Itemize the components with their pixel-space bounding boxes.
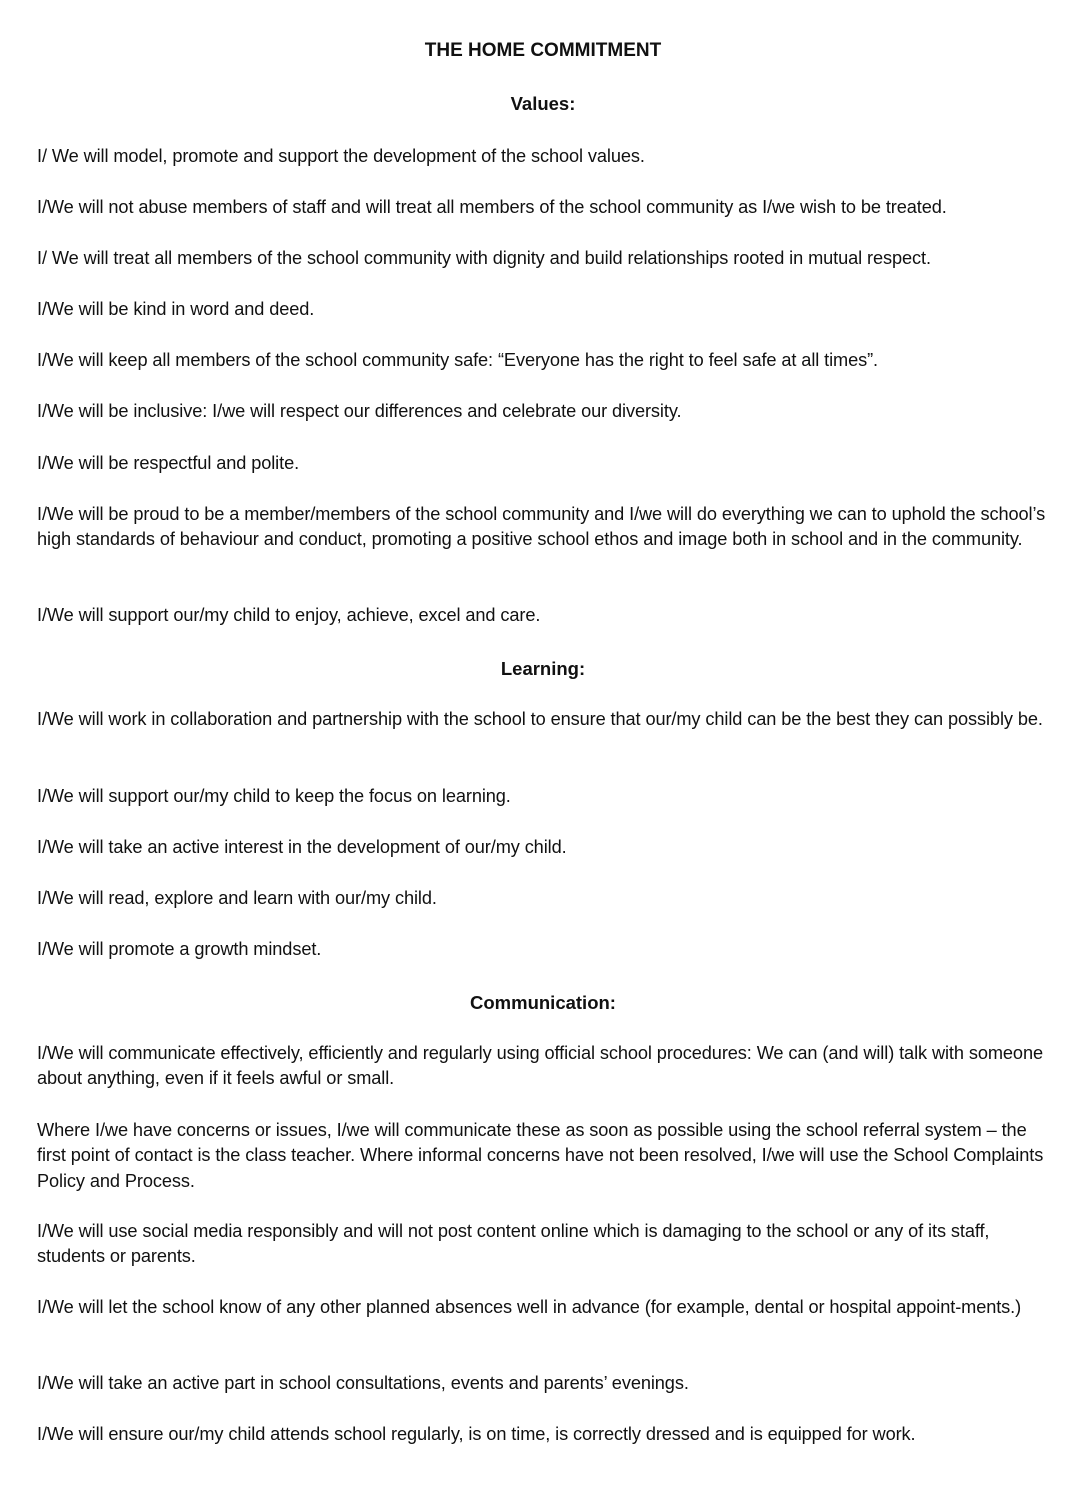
values-paragraph: I/We will be proud to be a member/members of the school community and I/we will do everything we can to uphold the school’s high standards of behaviour and conduct, promoting a positive school ethos and image both in school and in the community. xyxy=(37,504,1046,550)
section-heading-communication: Communication: xyxy=(470,992,616,1013)
communication-paragraph: I/We will let the school know of any other planned absences well in advance (for example, dental or hospital appoint-ments.) xyxy=(37,1297,1022,1317)
document-title: THE HOME COMMITMENT xyxy=(424,40,662,61)
learning-paragraph: I/We will read, explore and learn with our/my child. xyxy=(37,888,437,908)
communication-paragraph: I/We will take an active part in school consultations, events and parents’ evenings. xyxy=(37,1373,689,1393)
values-paragraph: I/We will support our/my child to enjoy, achieve, excel and care. xyxy=(37,605,541,625)
values-paragraph: I/ We will model, promote and support the development of the school values. xyxy=(37,146,645,166)
section-heading-values: Values: xyxy=(510,93,576,114)
learning-paragraph: I/We will work in collaboration and partnership with the school to ensure that our/my child can be the best they can possibly be. xyxy=(37,709,1043,729)
values-paragraph: I/ We will treat all members of the school community with dignity and build relationships rooted in mutual respect. xyxy=(37,248,931,268)
communication-paragraph: I/We will communicate effectively, efficiently and regularly using official school procedures: We can (and will) talk with someone about anything, even if it feels awful or small. xyxy=(37,1043,1043,1089)
values-paragraph: I/We will keep all members of the school community safe: “Everyone has the right to feel safe at all times”. xyxy=(37,350,879,370)
values-paragraph: I/We will be kind in word and deed. xyxy=(37,299,315,319)
learning-paragraph: I/We will take an active interest in the development of our/my child. xyxy=(37,837,567,857)
values-paragraph: I/We will be inclusive: I/we will respect our differences and celebrate our diversity. xyxy=(37,401,682,421)
values-paragraph: I/We will not abuse members of staff and will treat all members of the school community as I/we wish to be treated. xyxy=(37,197,947,217)
values-paragraph: I/We will be respectful and polite. xyxy=(37,453,300,473)
communication-paragraph: Where I/we have concerns or issues, I/we will communicate these as soon as possible using the school referral system – the first point of contact is the class teacher. Where informal concerns have not been resolved, I/we will use the School Complaints Policy and Process. xyxy=(37,1120,1044,1191)
communication-paragraph: I/We will use social media responsibly and will not post content online which is damaging to the school or any of its staff, students or parents. xyxy=(37,1221,990,1267)
section-heading-learning: Learning: xyxy=(500,658,586,679)
learning-paragraph: I/We will support our/my child to keep the focus on learning. xyxy=(37,786,511,806)
learning-paragraph: I/We will promote a growth mindset. xyxy=(37,939,322,959)
communication-paragraph: I/We will ensure our/my child attends school regularly, is on time, is correctly dressed and is equipped for work. xyxy=(37,1424,916,1444)
